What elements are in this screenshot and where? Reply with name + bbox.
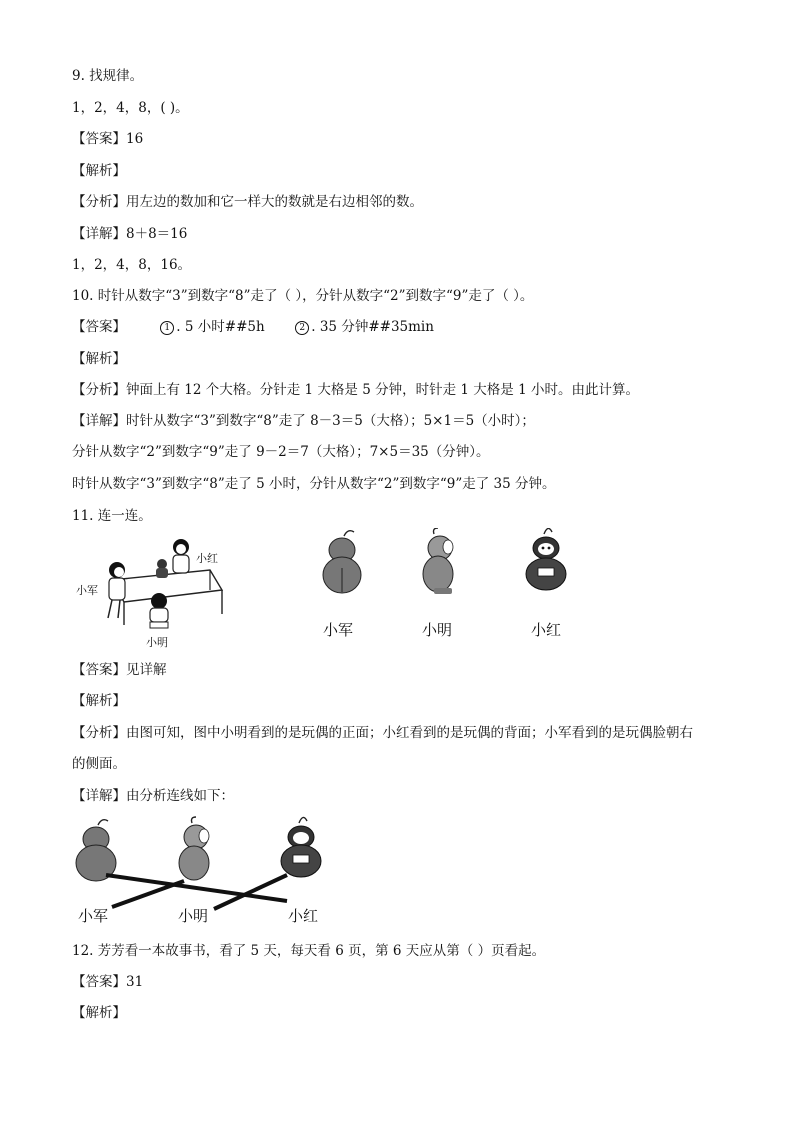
doll-side-view [423,528,453,594]
q9-result: 1，2，4，8，16。 [72,257,192,273]
q9-sequence: 1，2，4，8，( )。 [72,100,189,116]
answer-doll-back [76,820,116,881]
doll-front-view [526,528,566,590]
answer-caption-1: 小军 [78,907,109,925]
q10-title: 10. 时针从数字“3”到数字“8”走了（ ），分针从数字“2”到数字“9”走了（ ）。 [72,288,534,304]
doll-views [310,528,590,600]
q10-jiexi: 【解析】 [72,351,126,367]
doll-views-svg [310,528,590,600]
circled-number-1: 1 [160,321,174,335]
q11-xiangjie: 【详解】由分析连线如下： [72,788,234,804]
q11-fenxi: 【分析】由图可知，图中小明看到的是玩偶的正面；小红看到的是玩偶的背面；小军看到的是玩偶脸朝右 [72,725,693,741]
circled-number-2: 2 [295,321,309,335]
q10-fenxi: 【分析】钟面上有 12 个大格。分针走 1 大格是 5 分钟，时针走 1 大格是 1 小时。由此计算。 [72,382,639,398]
q11-jiexi: 【解析】 [72,693,126,709]
q9-answer: 【答案】16 [72,131,144,147]
q11-answer: 【答案】见详解 [72,662,167,678]
table-scene-figure [72,530,242,652]
answer-match-svg [72,815,342,915]
q10-answer: 【答案】 1 . 5 小时##5h 2 . 35 分钟##35min [72,319,434,335]
q10-xiangjie: 【详解】时针从数字“3”到数字“8”走了 8－3＝5（大格）；5×1＝5（小时）； [72,413,535,429]
connect-line-2 [112,881,184,907]
q9-xiangjie: 【详解】8＋8＝16 [72,226,188,242]
label-xiaojun: 小军 [76,584,98,597]
caption-3: 小红 [531,621,562,639]
answer-match-figure [72,815,342,915]
q9-fenxi: 【分析】用左边的数加和它一样大的数就是右边相邻的数。 [72,194,423,210]
label-xiaohong: 小红 [196,552,218,565]
q11-fenxi2: 的侧面。 [72,756,126,772]
q9-title: 9. 找规律。 [72,68,144,84]
answer-doll-front [281,817,321,877]
q12-title: 12. 芳芳看一本故事书，看了 5 天，每天看 6 页，第 6 天应从第（ ）页看起。 [72,943,546,959]
q12-jiexi: 【解析】 [72,1005,126,1021]
q11-title: 11. 连一连。 [72,508,152,524]
caption-1: 小军 [323,621,354,639]
doll-back-view [323,531,361,593]
label-xiaoming: 小明 [146,636,168,649]
caption-2: 小明 [422,621,453,639]
q10-line3: 时针从数字“3”到数字“8”走了 5 小时，分针从数字“2”到数字“9”走了 35 分钟。 [72,476,556,492]
q10-line2: 分针从数字“2”到数字“9”走了 9－2＝7（大格）；7×5＝35（分钟）。 [72,444,490,460]
answer-caption-3: 小红 [288,907,319,925]
answer-caption-2: 小明 [178,907,209,925]
q12-answer: 【答案】31 [72,974,144,990]
answer-doll-side [179,817,209,880]
q9-jiexi: 【解析】 [72,163,126,179]
